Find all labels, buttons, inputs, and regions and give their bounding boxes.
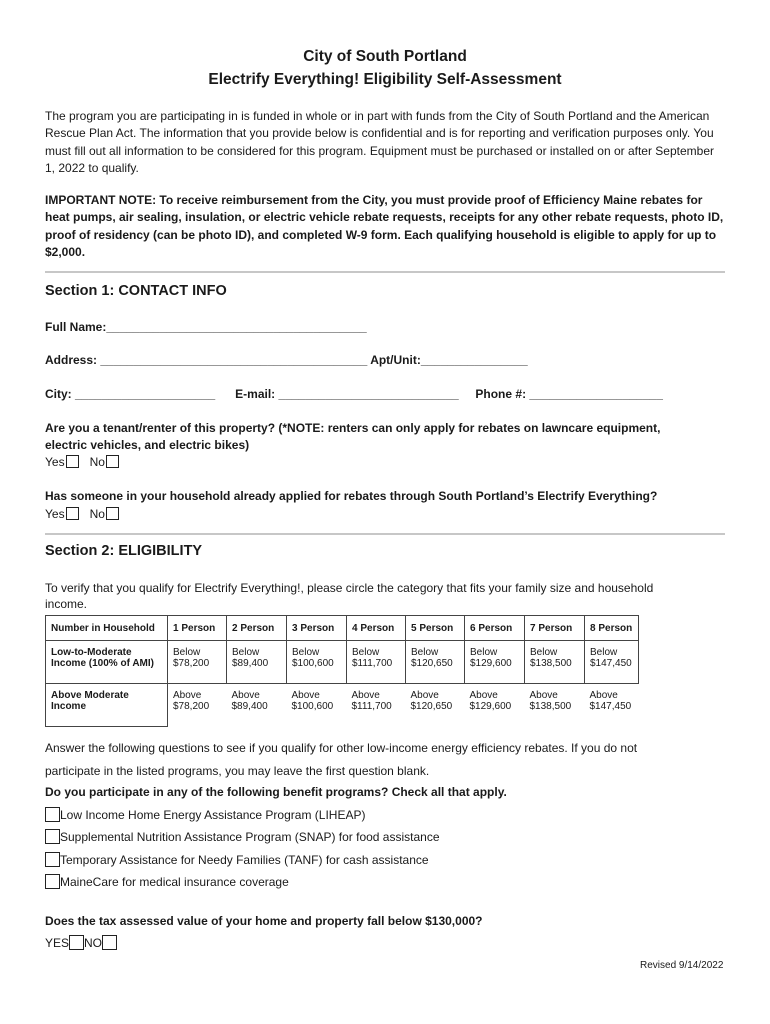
table-header-cell: 1 Person bbox=[168, 616, 227, 641]
table-header-cell: 8 Person bbox=[585, 616, 639, 641]
income-cell[interactable]: Below $100,600 bbox=[287, 641, 347, 684]
document-title: City of South Portland bbox=[303, 48, 467, 65]
section2-heading: Section 2: ELIGIBILITY bbox=[45, 543, 203, 559]
table-header-cell: Number in Household bbox=[46, 616, 168, 641]
section-divider bbox=[45, 271, 725, 273]
income-cell[interactable]: Below $78,200 bbox=[168, 641, 227, 684]
address-field[interactable]: Address: ________________________________________ Apt/Unit:________________ bbox=[45, 353, 528, 367]
tenant-options bbox=[45, 455, 120, 469]
table-header-cell: 3 Person bbox=[287, 616, 347, 641]
tax-no-checkbox[interactable] bbox=[102, 935, 117, 950]
table-header-cell: 5 Person bbox=[406, 616, 465, 641]
tenant-question-cont: electric vehicles, and electric bikes) bbox=[45, 438, 250, 452]
program-option bbox=[45, 874, 289, 889]
city-field[interactable]: City: _____________________ bbox=[45, 387, 216, 401]
income-cell[interactable]: Below $138,500 bbox=[525, 641, 585, 684]
tenant-yes-checkbox[interactable] bbox=[66, 455, 79, 468]
eligibility-intro-cont: income. bbox=[45, 597, 88, 611]
program-label: Supplemental Nutrition Assistance Program (SNAP) for food assistance bbox=[60, 830, 440, 844]
income-cell[interactable]: Above $78,200 bbox=[168, 684, 227, 727]
table-header-cell: 6 Person bbox=[465, 616, 525, 641]
section-divider bbox=[45, 533, 725, 535]
tanf-checkbox[interactable] bbox=[45, 852, 60, 867]
program-label: Temporary Assistance for Needy Families (TANF) for cash assistance bbox=[60, 853, 429, 867]
yes-label: Yes bbox=[45, 507, 65, 521]
phone-field[interactable]: Phone #: ____________________ bbox=[475, 387, 663, 401]
program-label: Low Income Home Energy Assistance Program (LIHEAP) bbox=[60, 808, 366, 822]
program-label: MaineCare for medical insurance coverage bbox=[60, 875, 289, 889]
intro-paragraph: The program you are participating in is funded in whole or in part with funds from the City of South Portland and the American Rescue Plan Act. The information that you provide below is confidential and is for reporting and verification purposes only. You must fill out all information to be considered for this program. Equipment must be purchased or installed on or after September 1, 2022 to qualify. bbox=[45, 109, 715, 176]
program-option bbox=[45, 852, 429, 867]
table-row-above-moderate bbox=[46, 684, 639, 727]
no-label: No bbox=[89, 455, 105, 469]
income-cell[interactable]: Above $138,500 bbox=[529, 690, 572, 712]
snap-checkbox[interactable] bbox=[45, 829, 60, 844]
table-header-row bbox=[46, 616, 639, 641]
yes-label: Yes bbox=[45, 455, 65, 469]
income-cell[interactable]: Below $147,450 bbox=[585, 641, 639, 684]
tax-options bbox=[45, 935, 117, 950]
table-row-low-moderate bbox=[46, 641, 639, 684]
income-cell[interactable]: Above $147,450 bbox=[589, 690, 632, 712]
answer-instructions: Answer the following questions to see if you qualify for other low-income energy efficiency rebates. If you do not bbox=[45, 741, 638, 755]
table-header-cell: 7 Person bbox=[525, 616, 585, 641]
no-label: No bbox=[89, 507, 105, 521]
tenant-question: Are you a tenant/renter of this property? (*NOTE: renters can only apply for rebates on lawncare equipment, bbox=[45, 421, 661, 435]
applied-no-checkbox[interactable] bbox=[106, 507, 119, 520]
income-cell[interactable]: Above $111,700 bbox=[351, 690, 392, 712]
income-cell[interactable]: Below $129,600 bbox=[465, 641, 525, 684]
row-label: Low-to-Moderate Income (100% of AMI) bbox=[46, 641, 168, 684]
important-note: IMPORTANT NOTE: To receive reimbursement from the City, you must provide proof of Efficiency Maine rebates for heat pumps, air sealing, insulation, or electric vehicle rebate requests, receipts for any other rebate requests, photo ID, proof of residency (can be photo ID), and completed W-9 form. Each qualifying household is eligible to apply for up to $2,000. bbox=[45, 193, 724, 260]
income-cell[interactable]: Above $89,400 bbox=[231, 690, 268, 712]
income-cell[interactable]: Below $120,650 bbox=[406, 641, 465, 684]
document-subtitle: Electrify Everything! Eligibility Self-Assessment bbox=[208, 71, 562, 88]
table-header-cell: 2 Person bbox=[227, 616, 287, 641]
row-label: Above Moderate Income bbox=[46, 684, 168, 727]
eligibility-intro: To verify that you qualify for Electrify Everything!, please circle the category that fits your family size and household bbox=[45, 581, 654, 595]
applied-yes-checkbox[interactable] bbox=[66, 507, 79, 520]
income-cell[interactable]: Below $89,400 bbox=[227, 641, 287, 684]
contact-row bbox=[45, 387, 663, 401]
income-cell[interactable]: Above $120,650 bbox=[410, 690, 453, 712]
answer-instructions-cont: participate in the listed programs, you may leave the first question blank. bbox=[45, 764, 430, 778]
mainecare-checkbox[interactable] bbox=[45, 874, 60, 889]
table-header-cell: 4 Person bbox=[347, 616, 406, 641]
program-option bbox=[45, 807, 365, 822]
benefit-question: Do you participate in any of the following benefit programs? Check all that apply. bbox=[45, 785, 507, 799]
tax-yes-checkbox[interactable] bbox=[69, 935, 84, 950]
applied-question: Has someone in your household already applied for rebates through South Portland’s Electrify Everything? bbox=[45, 489, 658, 503]
section1-heading: Section 1: CONTACT INFO bbox=[45, 283, 227, 299]
income-eligibility-table bbox=[45, 615, 639, 727]
yes-label: YES bbox=[45, 936, 70, 950]
email-field[interactable]: E-mail: ___________________________ bbox=[235, 387, 459, 401]
income-cell[interactable]: Above $129,600 bbox=[469, 690, 512, 712]
applied-options bbox=[45, 507, 120, 521]
income-cell[interactable]: Below $111,700 bbox=[347, 641, 406, 684]
tenant-no-checkbox[interactable] bbox=[106, 455, 119, 468]
no-label: NO bbox=[84, 936, 103, 950]
tax-question: Does the tax assessed value of your home and property fall below $130,000? bbox=[45, 914, 483, 928]
liheap-checkbox[interactable] bbox=[45, 807, 60, 822]
income-cell[interactable]: Above $100,600 bbox=[291, 690, 334, 712]
revision-date: Revised 9/14/2022 bbox=[640, 960, 724, 971]
full-name-field[interactable]: Full Name:_______________________________________ bbox=[45, 320, 367, 334]
program-option bbox=[45, 829, 440, 844]
